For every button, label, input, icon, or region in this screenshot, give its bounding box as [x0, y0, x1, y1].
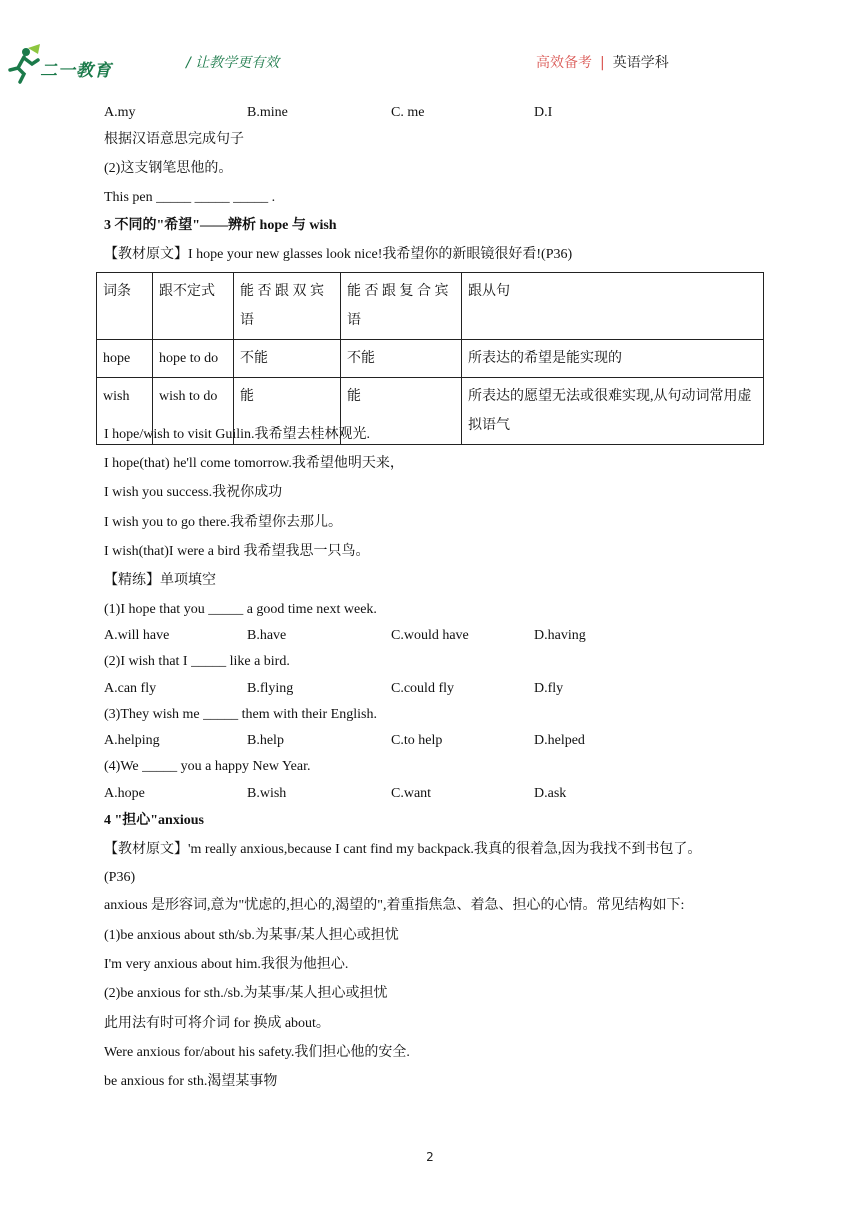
example-sentence: Were anxious for/about his safety.我们担心他的安全. — [104, 1045, 410, 1060]
option-a: A.will have — [104, 628, 170, 643]
header-labels — [536, 52, 669, 72]
option-a: A.helping — [104, 733, 160, 748]
logo-text: 二一教育 — [40, 61, 112, 81]
option-c: C.would have — [391, 628, 469, 643]
option-a: A.can fly — [104, 681, 157, 696]
brand-logo — [4, 44, 114, 84]
table-cell: wish to do — [153, 378, 234, 445]
table-cell: hope — [97, 340, 153, 378]
table-header-row — [97, 273, 764, 340]
structure-1: (1)be anxious about sth/sb.为某事/某人担心或担忧 — [104, 928, 399, 943]
table-row — [97, 340, 764, 378]
option-b: B.wish — [247, 786, 287, 801]
example-sentence: I hope(that) he'll come tomorrow.我希望他明天来， — [104, 456, 404, 471]
example-sentence: I wish you to go there.我希望你去那儿。 — [104, 515, 342, 530]
table-cell: 不能 — [234, 340, 341, 378]
example-sentence: I wish you success.我祝你成功 — [104, 485, 283, 500]
option-d: D.helped — [534, 733, 585, 748]
question-3: (3)They wish me _____ them with their English. — [104, 707, 377, 722]
table-cell: hope to do — [153, 340, 234, 378]
option-b: B.flying — [247, 681, 294, 696]
table-cell: 能 — [234, 378, 341, 445]
option-b: B.help — [247, 733, 284, 748]
subject-label: 英语学科 — [612, 55, 669, 71]
option-c: C.to help — [391, 733, 443, 748]
header-separator: | — [600, 55, 605, 71]
table-header-cell: 能 否 跟 复 合 宾 语 — [341, 273, 462, 340]
example-sentence: I hope/wish to visit Guilin.我希望去桂林观光. — [104, 427, 370, 442]
table-cell: 所表达的愿望无法或很难实现,从句动词常用虚拟语气 — [462, 378, 764, 445]
question-text: (2)这支钢笔思他的。 — [104, 161, 233, 176]
structure-3: be anxious for sth.渴望某事物 — [104, 1074, 278, 1089]
explanation-text: anxious 是形容词,意为"忧虑的,担心的,渴望的",着重指焦急、着急、担心的心情。常见结构如下: — [104, 898, 685, 913]
usage-note: 此用法有时可将介词 for 换成 about。 — [104, 1016, 330, 1031]
section-heading-3: 3 不同的"希望"——辨析 hope 与 wish — [104, 218, 337, 233]
runner-icon — [4, 44, 44, 84]
fill-blank-line: This pen _____ _____ _____ . — [104, 190, 276, 205]
option-d: D.having — [534, 628, 586, 643]
table-cell: 能 — [341, 378, 462, 445]
practice-title: 【精练】单项填空 — [104, 573, 216, 588]
question-1: (1)I hope that you _____ a good time next week. — [104, 602, 377, 617]
option-a: A.my — [104, 105, 136, 120]
section-heading-4: 4 "担心"anxious — [104, 813, 204, 828]
table-header-cell: 跟从句 — [462, 273, 764, 340]
example-sentence: I'm very anxious about him.我很为他担心. — [104, 957, 349, 972]
option-a: A.hope — [104, 786, 145, 801]
table-header-cell: 跟不定式 — [153, 273, 234, 340]
comparison-table — [96, 272, 764, 445]
instruction-text: 根据汉语意思完成句子 — [104, 132, 244, 147]
exam-prep-label: 高效备考 — [536, 55, 592, 71]
page-header — [0, 36, 860, 86]
slogan: / 让教学更有效 — [186, 55, 280, 71]
option-c: C.could fly — [391, 681, 454, 696]
table-header-cell: 词条 — [97, 273, 153, 340]
textbook-page-ref: (P36) — [104, 870, 136, 885]
table-cell: 所表达的希望是能实现的 — [462, 340, 764, 378]
example-sentence: I wish(that)I were a bird 我希望我思一只鸟。 — [104, 544, 370, 559]
option-c: C.want — [391, 786, 432, 801]
option-b: B.have — [247, 628, 287, 643]
option-b: B.mine — [247, 105, 288, 120]
option-d: D.ask — [534, 786, 567, 801]
structure-2: (2)be anxious for sth./sb.为某事/某人担心或担忧 — [104, 986, 388, 1001]
question-2: (2)I wish that I _____ like a bird. — [104, 654, 290, 669]
option-c: C. me — [391, 105, 425, 120]
table-cell: wish — [97, 378, 153, 445]
option-d: D.I — [534, 105, 553, 120]
textbook-original: 【教材原文】'm really anxious,because I cant find my backpack.我真的很着急,因为我找不到书包了。 — [104, 842, 702, 857]
question-4: (4)We _____ you a happy New Year. — [104, 759, 311, 774]
textbook-original: 【教材原文】I hope your new glasses look nice!我希望你的新眼镜很好看!(P36) — [104, 247, 573, 262]
option-d: D.fly — [534, 681, 564, 696]
table-cell: 不能 — [341, 340, 462, 378]
table-header-cell: 能 否 跟 双 宾 语 — [234, 273, 341, 340]
page-number: 2 — [426, 1150, 434, 1164]
